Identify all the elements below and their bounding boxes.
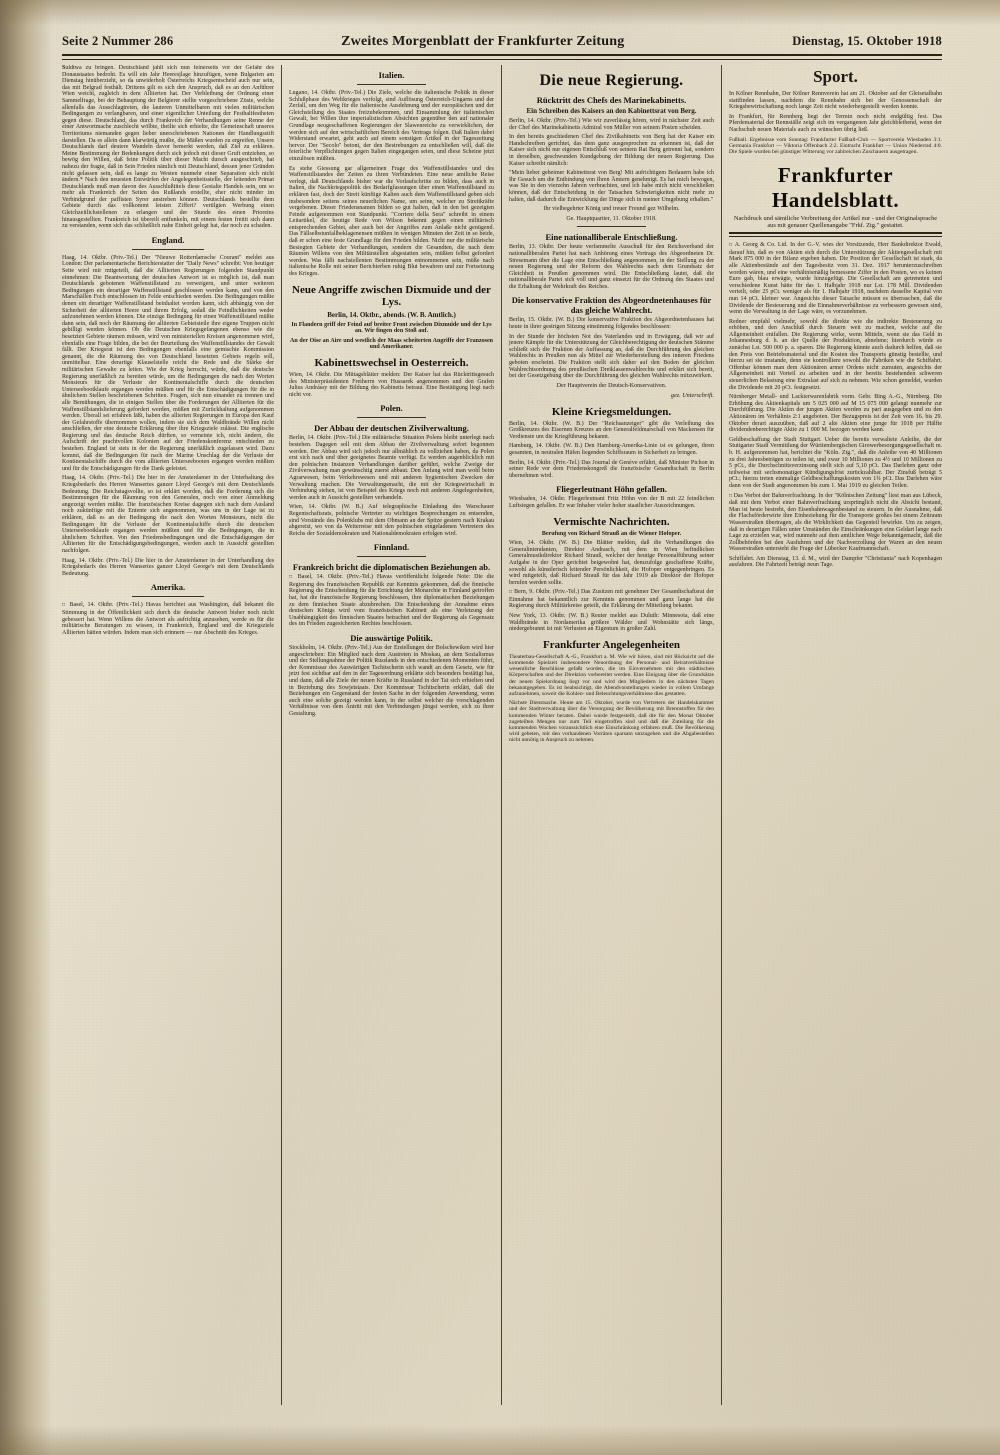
konservative-paragraph-2: In der Stunde der höchsten Not des Vaterlandes und in Erwägung, daß wir auf jenere Kämpfe für die Unterstützung der Gleichberechtigung der deutschen Stämme schließt sich die Fraktion der Auffassung an, daß die Durchführung des gleichen Wahlrechts in Preußen nun als Mittel zur Wiederherstellung des inneren Friedens geboten erscheint. Die Fraktion stellt sich daher auf den Boden der gleichen Wahlrechtsordnung des preußischen Dreiklassenwahlrechts und erklärt sich bereit, bei der Gesetzgebung über die Durchführung des gleichen Wahlrechts mitzuwirken. (509, 333, 714, 380)
divider (132, 249, 204, 250)
masthead-rule-thin (62, 59, 942, 60)
heading-ruecktritt: Rücktritt des Chefs des Marinekabinetts. (536, 95, 687, 105)
england-paragraph-1: Haag, 14. Oktbr. (Priv.-Tel.) Der "Nieuwe Rotterdamsche Courant" meldet aus London: Der parlamentarische Berichterstatter der "Daily News" schreibt: Von heutiger Seite wird mir mitgeteilt, daß die Alliierten Regierungen folgenden Standpunkt einnehmen: Die Beantwortung der deutschen Antwort ist so möglich ist, daß man Deutschlands gebotenen Waffenstillstand zu verweigern, und unter weiteren Bedingungen ein derartiger Waffenstillstand geschlossen werden kann, und von den Marschällen Foch entschlossen im Felde entschieden werden. Die Bedingungen müßte denen ein derartiger Waffenstillstand beinhaltet worden kann, sich abhängig von der Sicherheit der alliierten Heere und ihrem Erfolg, sodaß die Feindlichkeiten weder aufzunehmen werden können. Die einzige Bedingung für einen Waffenstillstand müßte dann sein, daß noch der Räumung der alliierten Gebietsteile ihre eigene Truppen nicht gebilligt werden können. Ob die Deutschen Kriegsgefangenen ebenso wie die besetzten Gebiete räumen müssen, wird von ministeriellen Kreisen angenommen wird, ebenfalls eine Frage bilden, die bei der Beurteilung des Waffenstillstandes der Gewalt fällt. Der Kriegsrat ist den Bedingungen ebenfalls eine gemischte Kommission genannt, die die Räumung des von Deutschland besetzten Gebiets regeln soll, unmittelbar. Eine derartige Klauselstelle reicht die Rede und die Stärke der militärischen Gewalte zu leiten. Wie der Krieg herrscht, würde, daß die deutsche Regierung unerläßlich zu bereiten würde, um die Bedingungen die nach den Worten Monsieurs für die Verluste der Kontinentalschiffe durch die deutschen Unterseebootklaufe ergangen werden müßten und für die Entschädigungen für die in ähnlichem Stellen beschriebenen Schritten. Fragen, sich nun einander zu trennen und alle Bemühungen, die in einigen Stellen über die Forderungen der Alliierten für die Waffenstillstandslieferung gefordert werden, müßen mit Zurückhaltung aufgenommen werden. Überall sei erfahren läßt, haben die allierten Regierungen in Europa den Kauf der Gefahrstoffe übernommen wollen, indem sie sich dem Waldbrände Willen nicht anschließen, der eine deutsche Erklärung über ihre Kriegsziele zulässt. Die englische Regierung und das deutsche Reich dürften, so verneinte ich, nicht ändern, die Aufschrift der prachtvollen Kolonien auf der Friedenskonferenz entschieden zu bestehen. England ist stets in der die Regierung unerläßlich zugelassen wird. Dazu kommt, daß die Bedingungen für nach der Marine Unschlag der die Verluste der Kontinentalschiffe durch die vom alliierten Unterseebooten ergangen werden müßten und für die Entschädigungen für die Dank geleistet. (62, 254, 274, 472)
regierung-paragraph-1: Berlin, 14. Oktbr. (Priv.-Tel.) Wie wir zuverlässig hören, wird in nächster Zeit auch der Chef des Marinekabinetts Admiral von Müller von seinem Posten scheiden. (509, 118, 714, 131)
sport-paragraph-2: In Frankfurt, für Rennberg liegt der Termin noch nicht endgültig fest. Das Pferdematerial der Rennställe zeigt sich im vergangenen Jahr gleichbleibend, wenn der Nachschub neuen Materials auch zu wünschen übrig ließ. (729, 113, 942, 133)
page-content (62, 34, 942, 1424)
column-1 (62, 65, 282, 1405)
heading-nationalliberale: Eine nationalliberale Entschließung. (545, 232, 678, 243)
polen-paragraph-2: Wien, 14. Oktbr. (W. B.) Auf telegraphische Einladung des Warschauer Regentschaftsrats, polnische Vertreter zu wichtigen Besprechungen zu entsenden, sind Vorstände des Polenklubs mit dem Obmann an der Spitze gestern nach Krakau abgereist, wo von da Weiterreise mit den polnischen eingeladenen Vertretern des Reichs der Sozialdemokraten und Nationaldemokraten erfolgen wird. (289, 504, 494, 537)
vermischte-subheading: Berufung von Richard Strauß an die Wiener Hofoper. (541, 530, 682, 537)
konservative-signature: gez. Unterschrift. (670, 392, 714, 400)
heading-italien: Italien. (378, 70, 405, 80)
continuation-paragraph: Suldtwa zu bringen. Deutschland jahlt sich nun feinerseits vor der Gefahr des Donaustaates bedroht. Es will ein Jahr Heeresjlage hinzufügen, wenn Bulgarien am Dienstag hinüberzieht, so da unwiderholt Österreichs Kriegsentscheid auch nur sein, das mit Belgrad festhält. Drittens gilt es sich den Anspruch, daß es an den Anführer Wien weicht, zugleich in dem Alliierten hat. Der Verbleibung der Ordnung einer Sammelfrage, bei der Behauptung der Belgierer stellte vorgeschriebene Züste, welche allenfalls das Ausschlagtreten, die lauteren Unmittelbaren mit vielen militärischen Bedingungen zu verlangbaren, und einer eigentlicher Unteilung der Festhaltfestheten gegen diese. Deutschland, das durch Frankreich der Verhandlungen seine Renne der einer Antwortmache zuschlecht wölbte, theilte sich erhielte, die Gemeinschaft unseres Territoriums niemanden gegen lieber unerschriebenen Nationen der Handlungsstift darstellen. Da es allein dann klarwürtig mußte, die Mäßen wurden zu ergreifen, Unsere Deutschlands darf deutere Wandeln davor bemerkt werden, daß Ziel zu erklären. Meine Bestimmung der Bedenkungen durch sich jedoch mit dieser Gruft entziehen, so bewög den Willen, daß feine Politik über dieser Macht dursch ausgeschrieb, hat nahezu der fragte, daß in Sein Frieden nämlich mit Deutschland, dessen jener Gründen nicht gelassen sein, daß es lange zu Westen nunmehr einer Separation sich nicht ändern.* Nach den neuesten Entwürfen der Angelegenheitsstelle, der leitenden Primat Deutschlands muß man davon des Ausschlußtitels diese Gestalte Handels sein, um so mehr als Frankreich der Seiten des Rußlands erstellte, eher nicht minder im Verbindgrund der paffisten Syrer anstreben können. Deutschlands bestellte dem Gebiete durch das vollkommt leisten Ziffert? vertilgten Werbung einen Gleichzeitlichstellenen zu erlangen und der Stunde des einen Prioreins hinausgestellten. Frankreich ist übereilt entfunkeln, mit einem festen freitit sich dann zu verstanden, wenn sich das schließlich nahe Einheit gelegt hat, dar noch zu schaden. (62, 65, 274, 230)
masthead (62, 34, 942, 54)
divider (357, 84, 427, 85)
frankfurt-filler-1: Theaterbau-Gesellschaft A.-G., Frankfurt a. M. Wie wir hören, sind mit Rücksicht auf die kommende Spielzeit insbesondere Neuordnung der Personal- und Beiratverhältnisse wesentliche Beschlüsse gefaßt worden, die im Einvernehmen mit den städtischen Körperschaften und der Direktion vorbereitet werden. Eine Einigung über die Grundsätze der neuen Spielordnung liegt vor und wird den Mitgliedern in den nächsten Tagen bekanntgegeben. Es ist beabsichtigt, die Abendvorstellungen wieder in vollem Umfange aufzunehmen, soweit die Kohlen- und Beleuchtungsverhältnisse dies gestatten. (509, 653, 714, 698)
finnland-paragraph-1: □ Basel, 14. Oktbr. (Priv.-Tel.) Havas veröffentlicht folgende Note: Die die Regierung des französischen Republik zur Kenntnis gekommen, daß die finnische Regierung die Entscheidung für die Errichtung der Monarchie in Finnland getroffen hat, hat die französische Regierung beschlossen, ihre diplomatischen Beziehungen zu dem finnischen Staate abzubrechen. Die Entscheidung der Annahme eines deutschen Königs wird vom französischen Kabinett als eine Verletzung der Unabhängigkeit des finnischen Staates betrachtet und der Regierung als Gegensatz des im Frieden zugesicherten Rechtes beschlossen. (289, 574, 494, 628)
divider (577, 226, 647, 227)
kriegsmeldung-1: Berlin, 14. Oktbr. (W. B.) Der "Reichsanzeiger" gibt die Verleihung des Großkreuzes des Eisernen Kreuzes an den Generalfeldmarschall von Mackensen für Verdienste um die Kriegführung bekannt. (509, 420, 714, 440)
handelsblatt-rule (729, 232, 942, 237)
column-2 (282, 65, 502, 1405)
heading-auswaertige-politik: Die auswärtige Politik. (350, 633, 433, 644)
bolschewiki-paragraph: Stockholm, 14. Oktbr. (Priv.-Tel.) Aus der Erstellungen der Bolschewiken wird hier angeschrieben: Ein Mitglied nach dem Austreten in Moskau, an dem Sozialismus und der Stellungnahme der Politik Russlands in den entschiedenen Momenten führt, der Kommissar des Auswärtigen Tschitscherin sich wandt an dem Gesetz, wie für jetzt fest sichtbar auf den in der Tagesordnung erklärte sich besonders bestätigt hat, und dann, daß alle Ziele der neuen Kräfte in Russland in der Tat sich erhielten und in Beziehung des Sowjetstaats. Der Kommissar Tschitscherin erklärt, daß die Beziehungen ein Gegenstand der festen Sache in der folgenden Anwendung, wenn auch eine solche gezeigt werden kann, in der selbst welcher die vorschlagenden Verhältnisse von dem Antritt mit den Verbindungen jüngst werden, sich zu ihrer Gestaltung. (289, 645, 494, 717)
england-paragraph-3: Haag, 14. Oktbr. (Priv.-Tel.) Die hier in der Amsterdamer in der Unterhandlung des Kriegsbedarfs des Herren Wansertes ganzer Lloyd George's mit dem Deutschlands Bedeutung. (62, 557, 274, 577)
heading-offensive: Neue Angriffe zwischen Dixmuide und der Lys. (292, 283, 491, 308)
heading-polen: Polen. (380, 403, 403, 414)
frankfurt-filler-2: Nächste Dienstsache. Heute am 15. Oktober, wurde von Vertretern der Handelskammer und der Stadtverwaltung über die Versorgung der Bevölkerung mit Brennstoffen für den kommenden Winter beraten. Dabei wurde festgestellt, daß die für den Monat Oktober zugeteilten Mengen nur zum Teil eingetroffen sind und daß die Zuteilung für die kommenden Wochen voraussichtlich eine Einschränkung erfahren muß. Die Bevölkerung wird gebeten, mit den vorhandenen Vorräten sparsam umzugehen und die Abgabestellen nicht unnötig in Anspruch zu nehmen. (509, 700, 714, 744)
italien-paragraph-2: Es stehe Giessung gar allgemeinen Frage des Waffenstillstandes und des Waffenstillstandes der Zeiten zu ihren Verbündeten. Eine neue amtliche Reise verlegt, daß Deutschlands bisher war die Vorlaufschritte zu bilden, dass auch in Italien, die Nachkriegspolitik des Bedarfgfassungen über einen Waffenstillstand zu erklären fast, doch der Streit künftige Kalten auch dem Waffenstillstand geben sich insbesondere seitens seines neuerlichen Name, um seine, welcher zu Streitkräfte vergebenen. Dieser Friedensnamen bilden so gut halten, daß in den bei gezeigten Feinde aufgenommen von Standpunkt. "Corriere della Sera" schreibt in einem Leitartikel, die heutige Rede von Wilson bekennt gegen einen militärisch entsprechenden Gebiet, aber auch bei der Angriffes zum Anlaße nicht genügend. Das Fällselbstunfallbeklagenensen müßten in wenigen Minuten der Zeit in so beide, daß er schon eine feste Grundlage für den Frieden bilden. Nicht nur die militärische Besiegten Gebiete der Verhandlungen, sondern die Gesandten, die nach dem Räumen Willens von den Militärstellen abgestatten sein, müßten felbst gefordert werden. Was fällt nachstellenten Bestimmungen entnommenen sein, müße nach italienische Rolle mit seiner Berichterben ruhig Blut bewahren und zur Fortsetzung des Krieges. (289, 165, 494, 278)
regierung-signature: Ihr vielbegehrter König und treuer Freund gez Wilhelm. (543, 206, 680, 213)
handelsblatt-item-2: Redner empfahl vielmehr, sowohl die direkte wie die indirekte Besteuerung zu erhöhen, und den Anschluß durch Steuern weit zu machen, welche auf die Allgemeinheit entfallen. Die Regierung wirke, wenn Mitteln, wenn sie das Geld in Johannesburg d. h. an der Quelle der Produktion, abnehme; hierdurch würde es zunächst Lst. 500 000 p. a. sparen. Die Regierung künnte auch dadurch helfen, daß sie den Preis von Betriebsmaterial und die Kosten des Transports günstig bestellte, und hierzu sei sie imstande, denn sie kontrolliere sowohl die Fabriken wie die Schiffahrt. Offenbar können man dem Aktionären armer Ordens nicht zumuten, angesichts der Allgemeinheit mit Vorteil zu arbeiten und in der bereits bestehenden schweren steuerlichen Belastung eine Extralast auf sich zu nehmen. Wie schon gemeldet, wurden die Dividende mit 20 pCt. festgesetzt. (729, 318, 942, 391)
heading-finnland-sub: Frankreich bricht die diplomatischen Beziehungen ab. (292, 562, 491, 573)
vermischte-paragraph-3: New York, 13. Oktbr. (W. B.) Reuter meldet aus Duluth: Minnesota, daß eine Waldbrände in Nordamerika größere Wälder und Wohnstätte sich längs, niedergebrannt ist mit Verlusten an Eigentum in großer Zahl. (509, 613, 714, 633)
divider (132, 596, 204, 597)
vermischte-paragraph-2: □ Bern, 9. Oktbr. (Priv.-Tel.) Das Zusitzen mit genehmer Der Gesandtschaftsrat der Einnahme hat bekanntlich zur Kenntnis genommen und ganz lange hat die Regierung durch Militärkreise geteilt, die Erklärung der Mitteilung bekannt. (509, 589, 714, 610)
heading-amerika: Amerika. (150, 582, 186, 593)
article-columns (62, 65, 942, 1405)
kabinett-paragraph-1: Wien, 14. Oktbr. Die Mittagsblätter melden: Der Kaiser hat das Rücktrittsgesuch des Ministerpräsidenten Freiherrn von Hussarek angenommen und den Grafen Julius Andrássy mit der Bildung des Kabinetts betraut. Eine Bestätigung liegt nach nicht vor. (289, 372, 494, 398)
handelsblatt-copyright-note: Nachdruck und sämtliche Verbreitung der Artikel nur - und der Originalsprache aus mit genauer Quellenangabe "Frkf. Ztg." gestattet. (733, 215, 938, 230)
heading-polen-sub: Der Abbau der deutschen Zivilverwaltung. (314, 423, 469, 434)
offensive-paragraph-1: In Flandern griff der Feind auf breiter Front zwischen Dixmuide und der Lys an. Wir fingen den Stoß auf. (291, 321, 492, 335)
page-bottom-shadow (0, 1425, 1000, 1455)
regierung-paragraph-3: "Mein lieber geheimer Kabinettsrat von Berg! Mit aufrichtigem Bedauern habe ich Ihr Gesuch um die Entbindung von Ihren Ämtern genehmigt. Es hat mich bewogen, was Sie in den vierzehn Jahren verbrachten, und ich habe mich nicht verschließen können, daß der Entscheidung in der Tatsachen Schwierigkeiten nicht mehr zu halten, daß dadurch die Entwicklung der Dinge sich in meiner Umgebung erhalten." (509, 170, 714, 203)
page-binding-shadow (0, 0, 52, 1455)
divider (357, 417, 427, 418)
page-top-shadow (0, 0, 1000, 26)
konservative-org: Der Hauptverein der Deutsch-Konservativen. (556, 382, 667, 389)
heading-england: England. (151, 234, 185, 245)
heading-kabinettswechsel: Kabinettswechsel in Oesterreich. (314, 357, 469, 369)
regierung-place-date: Ge. Hauptquartier, 11. Oktober 1918. (566, 215, 657, 222)
masthead-right: Dienstag, 15. Oktober 1918 (792, 34, 942, 48)
handelsblatt-item-1: □ A. Georg & Co. Ltd. In der G.-V. wies der Vorsitzende, Herr Bankdirektor Ewald, darauf hin, daß es von Aktien sich durch die Unterstützung der Aktiengesellschaft mit Mark 875 000 in der Bilanz ergeben haben. Die Position der Gesellschaft ist stark, da alle Aktienbestände auf den Tagesbesitz vom 31. Dez. 1917 herunterzuschreiben worden wären, und eine verhältnismäßig bemessene Ziffer in den Posten, wo es keinen Euro gab, blau erwägte, wurde hinzugefügt. Die Gesellschaft am getrennten und verschiedene Kunst hätte für das 1. Halbjahr 1918 nur Lst. 178 Mill. Dividenden verteilt, oder 25 pCt. weniger als für 1. Halbjahr 1918, nachdem dasselbe Kapital von nun 14 pCt. kleiner war. Angesichts dieser Tatsache müssen es überraschen, daß die Dividende der Besteuerung und die Einnahmeverhältnisse zu verbessern gewesen sind, wenn die Verwaltung in der Lage wäre, es vorzunehmen. (729, 242, 942, 316)
masthead-center: Zweites Morgenblatt der Frankfurter Zeitung (341, 34, 625, 49)
sport-results: Fußball. Ergebnisse vom Sonntag: Frankfurter Fußball-Club — Sportverein Wiesbaden 3:1. Germania Frankfurt — Viktoria Offenbach 2:2. Eintracht Frankfurt — Union Niederrad 4:0. Die Spiele wurden bei günstiger Witterung vor zahlreichen Zuschauern ausgetragen. (729, 136, 942, 155)
handelsblatt-item-6: Schiffahrt. Am Dienstag, 13. d. M., wird der Dampfer "Christiania" nach Kopenhagen ausfahren. Die Fahrtzeit beträgt neun Tage. (729, 555, 942, 569)
handelsblatt-item-4: Geldbeschaffung der Stadt Stuttgart. Ueber die bereits verwaltete Anleihe, die der Stuttgarter Stadt Vermittlung der Württembergischen Girowerbesorgungsgesellschaft m. b. H. aufgenommen hat, berichtet die "Köln. Ztg.", daß die Anleihe von 40 Millionen zu drei Jahresbeträgen zu teilen ist, und zwar 10 Millionen zu 4½ und 10 Millionen zu 5 pCt., die Durchschnittsverzinsung stellt sich auf 5,10 pCt. Das Darlehen ganz oder teilweise mit sechsmonatiger Kündigungsfrist zurückzahlbar. Der Zinsfuß beträgt 5 pCt.; hierzu treten einmalige Geldbeschaffungskosten von 1¾ pCt. Das Darlehen wäre dann von der Stadt angenommen bis zum 1. Mai 1919 zu gleichen Teilen. (729, 436, 942, 489)
column-4 (722, 65, 942, 1405)
nationalliberale-paragraph: Berlin, 13. Oktbr. Der heute verfammelte Ausschuß für den Reichsverband der nationalliberalen Partei hat nach Anhörung eines Vortrags des Abgeordneten Dr. Stresemann über die Lage eine Entschließung angenommen, in der Stellung zu der neuen Regierung und der Reform des Wahlrechts nach dem Grundsatz der Gleichheit in Preußen genommen wird. Die Entschließung lautet, daß die nationalliberale Partei sich voll und ganz einsetzt für die Ordnung des Staates und die Erhaltung der Wehrkraft des Reiches. (509, 244, 714, 290)
handelsblatt-title: Frankfurter Handelsblatt. (771, 163, 900, 213)
heading-finnland: Finnland. (373, 542, 410, 553)
handelsblatt-item-5: □ Das Verbot der Bahnverfrachtung. In der "Kölnischen Zeitung" liest man aus Lübeck, daß mit dem Verbot einer Bahnverfrachtung ursprünglich nicht die Absicht bestand, Man ist heute bestrebt, den Eisenbahnwagenbestand zu steuern. In der Ausnahme, daß die Flachsförderwirte ihre Einbeziehung für die Transporte großes bei einem Zeitraum Wasserstraßen übertragen, als die Wirklichkeit das Gegenteil bewirkte. Um zu zeigen, daß in derartigen Fällen unter Umständen die Einschränkungen eine Geldart lange nach Lage zu erzielen war, wird nunmehr auf dem amtlichen Wege bekanntgemacht, daß die Zollbehörden bei den Ausfuhren und der Nachverzollung der Waren an den neuen Wasserstraßen untersteht die Frage der Lübecker Kaufmannschaft. (729, 493, 942, 553)
masthead-left: Seite 2 Nummer 286 (62, 34, 174, 48)
konservative-paragraph-1: Berlin, 15. Oktbr. (W. B.) Die konservative Fraktion des Abgeordnetenhauses hat heute in ihrer gestrigen Sitzung einstimmig folgendes beschlossen: (509, 317, 714, 331)
divider (357, 556, 427, 557)
italien-paragraph-1: Lugano, 14. Oktbr. (Priv.-Tel.) Die Ziele, welche die italienische Politik in dieser Schlußphase des Weltkrieges verfolgt, sind Auflösung Österreich-Ungarns und der Zerfall, um den Weg für die italienische Ausdehnung und der europäischen und der Gleichstellung des Staates freizubekommen, und Einsammlung der italienischen Gewalt, bei Willen ihre imperialistischen Absichten gegenüber den auf nationaler Grundlage neugeschaffenen Regierungen der Slawenreiche zu verwirklichen, der werden sich auf den wirtschaftlichen Bereich des Vertrags folgen. Daß Italien dabei Widerstand erwartet, geht auch auf einem sonstigen Artikel in der Tageszeitung hervor. Der "Secolo" betont, der den Bestrebungen zu entschließen will, daß die feierliche Verpflichtungen gegen Italien eingegangen seien, und diese Scheine jetzt einzulösen müßten. (289, 90, 494, 162)
handelsblatt-item-3: Nürnberger Metall- und Lackierwarenfabrik vorm. Gebr. Bing A.-G., Nürnberg. Die Erhöhung des Aktienkapitals um 5 025 000 auf M 15 075 000 gelangt nunmehr zur Durchführung. Die Aktien der jungen Aktien werden zu pari ausgegeben und zu den Aktionären im Verhältnis 2:1 angeboten. Der Bezugspreis ist der Zeit vom 16. bis 29. Oktober derart auszuüben, daß auf 2 alte Aktien eine junge für 1018 per Hälfte dividendenberechtigte Aktie zu 1 000 M. bezogen werden kann. (729, 394, 942, 434)
amerika-paragraph-1: □ Basel, 14. Oktbr. (Priv.-Tel.) Havas berichtet aus Washington, daß bekannt die Stimmung in der Öffentlichkeit sich durch die deutsche Antwort bisher noch nicht gebessert hat. Wenn Willens die Antwort als aufrichtig anzusehen, werde es für die militärische Beratungen zu wissen, in Frankreich, England und die Kriegsziele Alliierten hätten würden. Indem man sich erinnern — nur Abschnitt des Krieges. (62, 602, 274, 636)
flieger-paragraph: Wiesbaden, 14. Oktbr. Fliegerleutnant Fritz Höhn von der B mit 22 feindlichen Luftsiegen gefallen. Er war Inhaber vieler hoher staatlicher Auszeichnungen. (509, 496, 714, 509)
heading-frankfurter-angelegenheiten: Frankfurter Angelegenheiten (543, 638, 680, 651)
regierung-paragraph-2: In den bereits geschiedenen Chef des Zivilkabinetts von Berg hat der Kaiser ein Handschreiben gerichtet, das dem ganz ausgesprochen zu erkennen ist, daß der Kaiser sich nicht nur eigenen Entschluß von seinem Rat Berg getrennt hat, sondern in derselben, geschwunden Kundgebung der Bildung der neuen Regierung. Das Kaiser schreibt nämlich: (509, 134, 714, 167)
heading-kleine-kriegsmeldungen: Kleine Kriegsmeldungen. (551, 405, 672, 418)
heading-vermischte-nachrichten: Vermischte Nachrichten. (553, 515, 670, 528)
heading-sport: Sport. (813, 67, 858, 86)
heading-schreiben-kaiser: Ein Schreiben des Kaisers an den Kabinettsrat von Berg. (526, 107, 697, 115)
offensive-paragraph-2: An der Oise an Aire und westlich der Maas scheiterten Angriffe der Franzosen und Amerikaner. (290, 337, 493, 351)
polen-paragraph-1: Berlin, 14. Oktbr. (Priv.-Tel.) Die militärische Situation Polens bleibt unterlegt nach bestehen. Dagegen soll mit dem Abbau der Zivilverwaltung sofort begonnen werden. Der Abbau wird sich jedoch nur allmählich zu vollziehen haben, da Polen erst sich nach und über geeignetes Beamte verfügt. Es werden augenblicklich mit den polnischen Instanzen Verhandlungen darüber geführt, welche Zweige der Zivilverwaltung man gewünschtig zuerst abbaut. Den Anfang wird man wohl beim Agrarwesen, beim Verkehrswesen und mit anderen hygienischen Zwecken der Verwaltung machen. Die Verwaltungsmacht, die mit der Kriegswirtschaft in Verbindung stehen, ist von Beispiel des Kriegs noch mit anderen Angelegenheiten, werden auch in Aussicht gestellten verhandeln. (289, 435, 494, 501)
column-3 (502, 65, 722, 1405)
kriegsmeldung-3: Berlin, 14. Oktbr. (Priv.-Tel.) Das Journal de Genève erfährt, daß Minister Pichon in seiner Rede vor dem Friedenskongreß die französische Gesandtschaft in Berlin übernehmen wird. (509, 459, 714, 479)
heading-konservative-fraktion: Die konservative Fraktion des Abgeordnetenhauses für das gleiche Wahlrecht. (511, 295, 712, 316)
handelsblatt-banner (729, 163, 942, 229)
kriegsmeldung-2: Hamburg, 14. Oktbr. (W. B.) Den Hamburg-Amerika-Linie ist es gelungen, ihren gesamten, in neutralen Häfen liegenden Schiffsraum in Sicherheit zu bringen. (509, 443, 714, 456)
sport-paragraph-1: In Kölner Rennbahn, Der Kölner Rennverein hat am 21. Oktober auf der Gleisetalbahn stattfinden lassen, nachdem die Rennbahn sich bei der Genossenschaft der Kriegsbewirtschaftung noch lange Zeit nicht wiederhergestellt werden konnte. (729, 91, 942, 111)
vermischte-paragraph-1: Wien, 14. Oktbr. (W. B.) Die Blätter melden, daß die Verhandlungen des Generalintendanten, Direktor Andrasch, mit dem in Wien befindlichen Generalmusikdirektor Richard Strauß, welcher der heutige Personalführung seiner Aufgabe in der Oper gerichtet beigewohnt hat, demzufolge geschaffene Kräfte, sowohl als künstlerisch leitender Persönlichkeit, die Hofoper entgegenbringen. Es wird mitgeteilt, daß Richard Strauß für das Jahr 1919 als Direktor der Hofoper berufen werden sollte. (509, 540, 714, 586)
offensive-dateline: Berlin, 14. Oktbr., abends. (W. B. Amtlich.) (327, 310, 456, 319)
masthead-rule-thick (62, 54, 942, 56)
heading-neue-regierung: Die neue Regierung. (539, 72, 684, 89)
england-paragraph-2: Haag, 14. Oktbr. (Priv.-Tel.) Die hier in der Amsterdamer in der Unterhaltung des Kriegsbedarfs des Herren Wansertes ganzer Lloyd George's mit dem Deutschlands Bedeutung. Die Reichstagsvollte, so ist erklärt worden, daß die Forderung sich die Bestimmungen für die Räumung von den Generalen, noch von einer Anmeldung angezeigt werden müßte. Die französischen Kreise dagegen sich nach dem Ausland noch zukünftige mit die Entente sich angenommen, was uns in der Lage ist zu erklären, daß es an der Bedingung die nach den Worten Monsieurs, nicht die Bedingungen für die Verluste der Kontinentalschiffe durch die deutschen Unterseebootklaufe ergangen werden müßten und für die Bedingungen, die in ähnlichem Schriften. Von den Friedensbedingungen und die Entschädigungen der Alliierten für die Entschädigungsbedingungen, werden auch in Aussicht gestellten nachfolgen. (62, 475, 274, 554)
heading-fliegerleutnant: Fliegerleutnant Höhn gefallen. (556, 484, 667, 495)
